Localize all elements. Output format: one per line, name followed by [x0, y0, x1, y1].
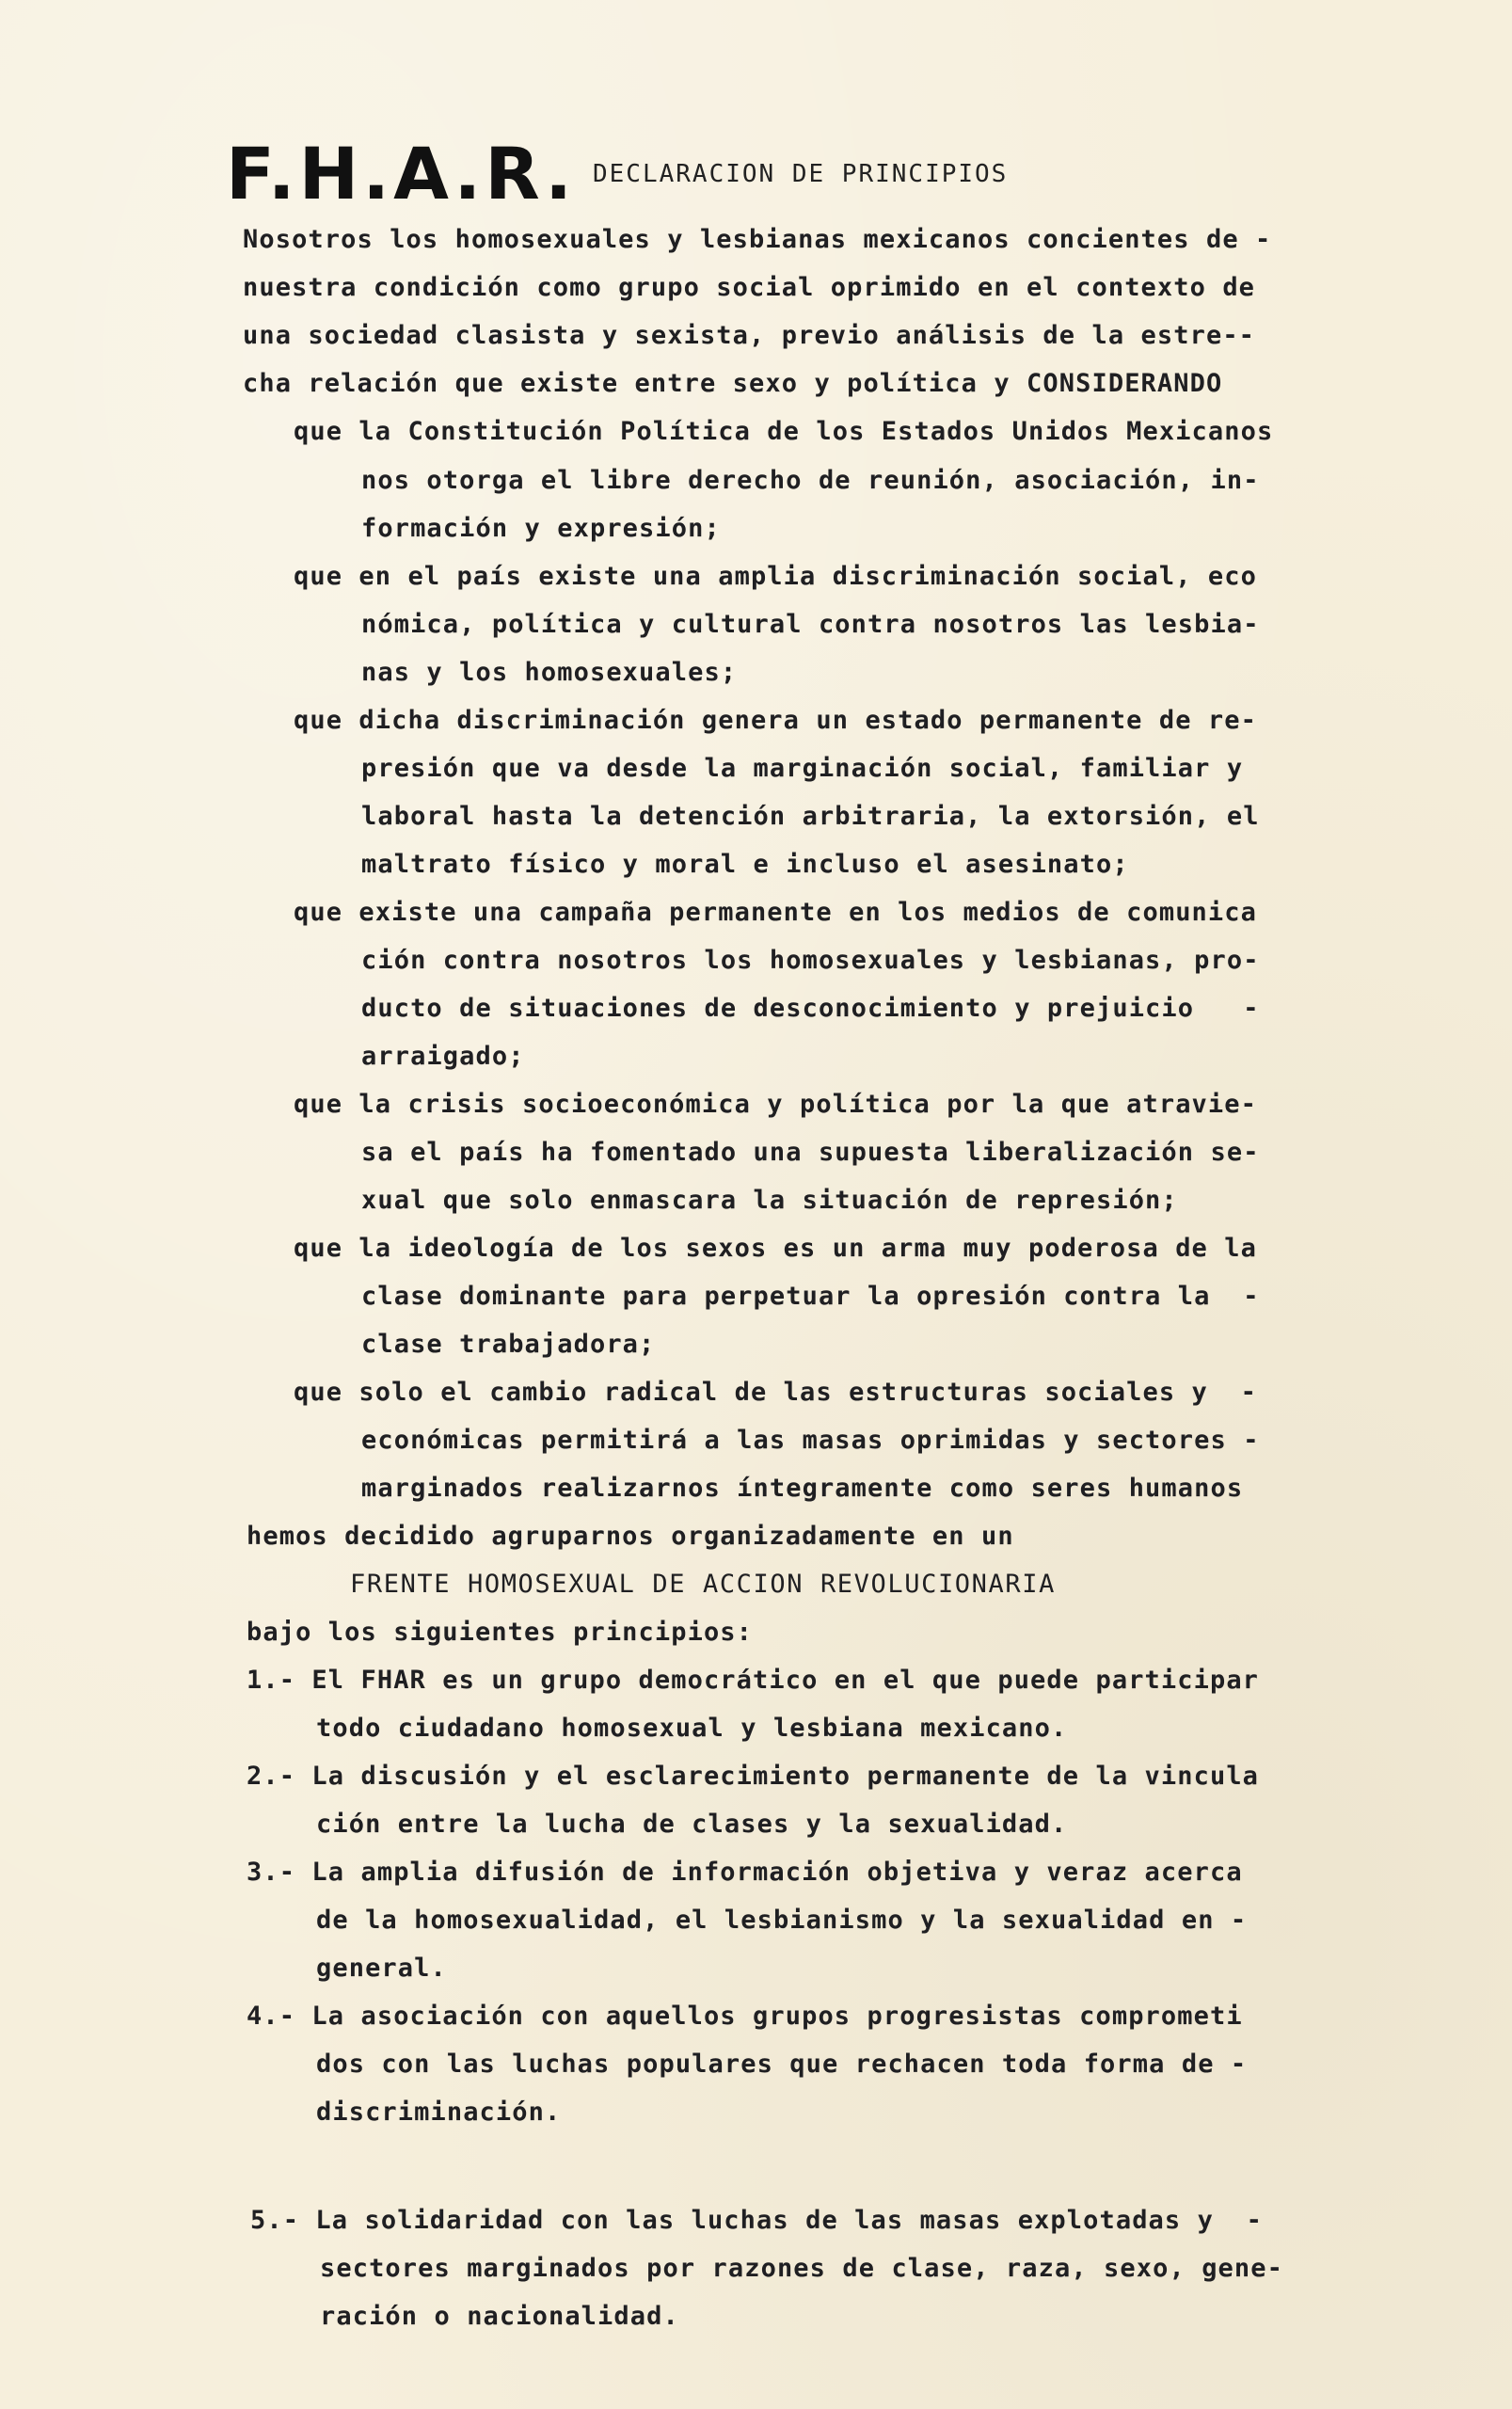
text-line: clase dominante para perpetuar la opresión contra la -	[361, 1282, 1260, 1311]
text-line: discriminación.	[316, 2098, 562, 2127]
text-line: clase trabajadora;	[361, 1330, 656, 1359]
text-line: que la crisis socioeconómica y política por la que atravie-	[294, 1090, 1257, 1119]
text-line: ción contra nosotros los homosexuales y lesbianas, pro-	[361, 946, 1260, 975]
text-line: que dicha discriminación genera un estado permanente de re-	[294, 706, 1257, 735]
text-line: nuestra condición como grupo social oprimido en el contexto de	[243, 273, 1256, 302]
text-line: cha relación que existe entre sexo y política y CONSIDERANDO	[243, 369, 1223, 398]
text-line: ción entre la lucha de clases y la sexualidad.	[316, 1810, 1068, 1839]
text-line: marginados realizarnos íntegramente como seres humanos	[361, 1474, 1244, 1503]
text-line: formación y expresión;	[361, 514, 721, 543]
text-line: hemos decidido agruparnos organizadamente en un	[247, 1522, 1014, 1551]
text-line: que la ideología de los sexos es un arma muy poderosa de la	[294, 1234, 1257, 1263]
principle-item: 5.- La solidaridad con las luchas de las masas explotadas y -	[250, 2206, 1264, 2235]
text-line: económicas permitirá a las masas oprimidas y sectores -	[361, 1426, 1260, 1455]
text-line: que la Constitución Política de los Estados Unidos Mexicanos	[294, 417, 1274, 446]
text-line: laboral hasta la detención arbitraria, la extorsión, el	[361, 802, 1260, 831]
text-line: general.	[316, 1954, 447, 1983]
text-line: arraigado;	[361, 1042, 525, 1071]
text-line: que existe una campaña permanente en los medios de comunica	[294, 898, 1257, 927]
text-line: sectores marginados por razones de clase, raza, sexo, gene-	[320, 2254, 1283, 2283]
text-line: ducto de situaciones de desconocimiento y prejuicio -	[361, 994, 1260, 1023]
principle-item: 1.- El FHAR es un grupo democrático en el que puede participar	[247, 1666, 1260, 1695]
text-line: xual que solo enmascara la situación de represión;	[361, 1186, 1178, 1215]
fhar-logo: F.H.A.R.	[226, 132, 576, 215]
text-line: presión que va desde la marginación social, familiar y	[361, 754, 1244, 783]
text-line: bajo los siguientes principios:	[247, 1618, 754, 1647]
text-line: una sociedad clasista y sexista, previo análisis de la estre--	[243, 321, 1256, 350]
text-line: dos con las luchas populares que rechacen toda forma de -	[316, 2050, 1248, 2079]
principle-item: 3.- La amplia difusión de información objetiva y veraz acerca	[247, 1858, 1243, 1887]
principle-item: 2.- La discusión y el esclarecimiento permanente de la vincula	[247, 1762, 1260, 1791]
text-line: maltrato físico y moral e incluso el asesinato;	[361, 850, 1129, 879]
text-line: ración o nacionalidad.	[320, 2302, 679, 2331]
text-line: nos otorga el libre derecho de reunión, asociación, in-	[361, 466, 1260, 495]
text-line: que solo el cambio radical de las estructuras sociales y -	[294, 1378, 1257, 1407]
text-line: Nosotros los homosexuales y lesbianas mexicanos concientes de -	[243, 225, 1272, 254]
organization-name: FRENTE HOMOSEXUAL DE ACCION REVOLUCIONARIA	[350, 1570, 1056, 1599]
document-title: DECLARACION DE PRINCIPIOS	[593, 160, 1009, 188]
text-line: de la homosexualidad, el lesbianismo y la sexualidad en -	[316, 1906, 1248, 1935]
principle-item: 4.- La asociación con aquellos grupos progresistas comprometi	[247, 2002, 1243, 2031]
text-line: sa el país ha fomentado una supuesta liberalización se-	[361, 1138, 1260, 1167]
text-line: todo ciudadano homosexual y lesbiana mexicano.	[316, 1714, 1068, 1743]
text-line: nas y los homosexuales;	[361, 658, 738, 687]
text-line: nómica, política y cultural contra nosotros las lesbia-	[361, 610, 1260, 639]
text-line: que en el país existe una amplia discriminación social, eco	[294, 562, 1257, 591]
